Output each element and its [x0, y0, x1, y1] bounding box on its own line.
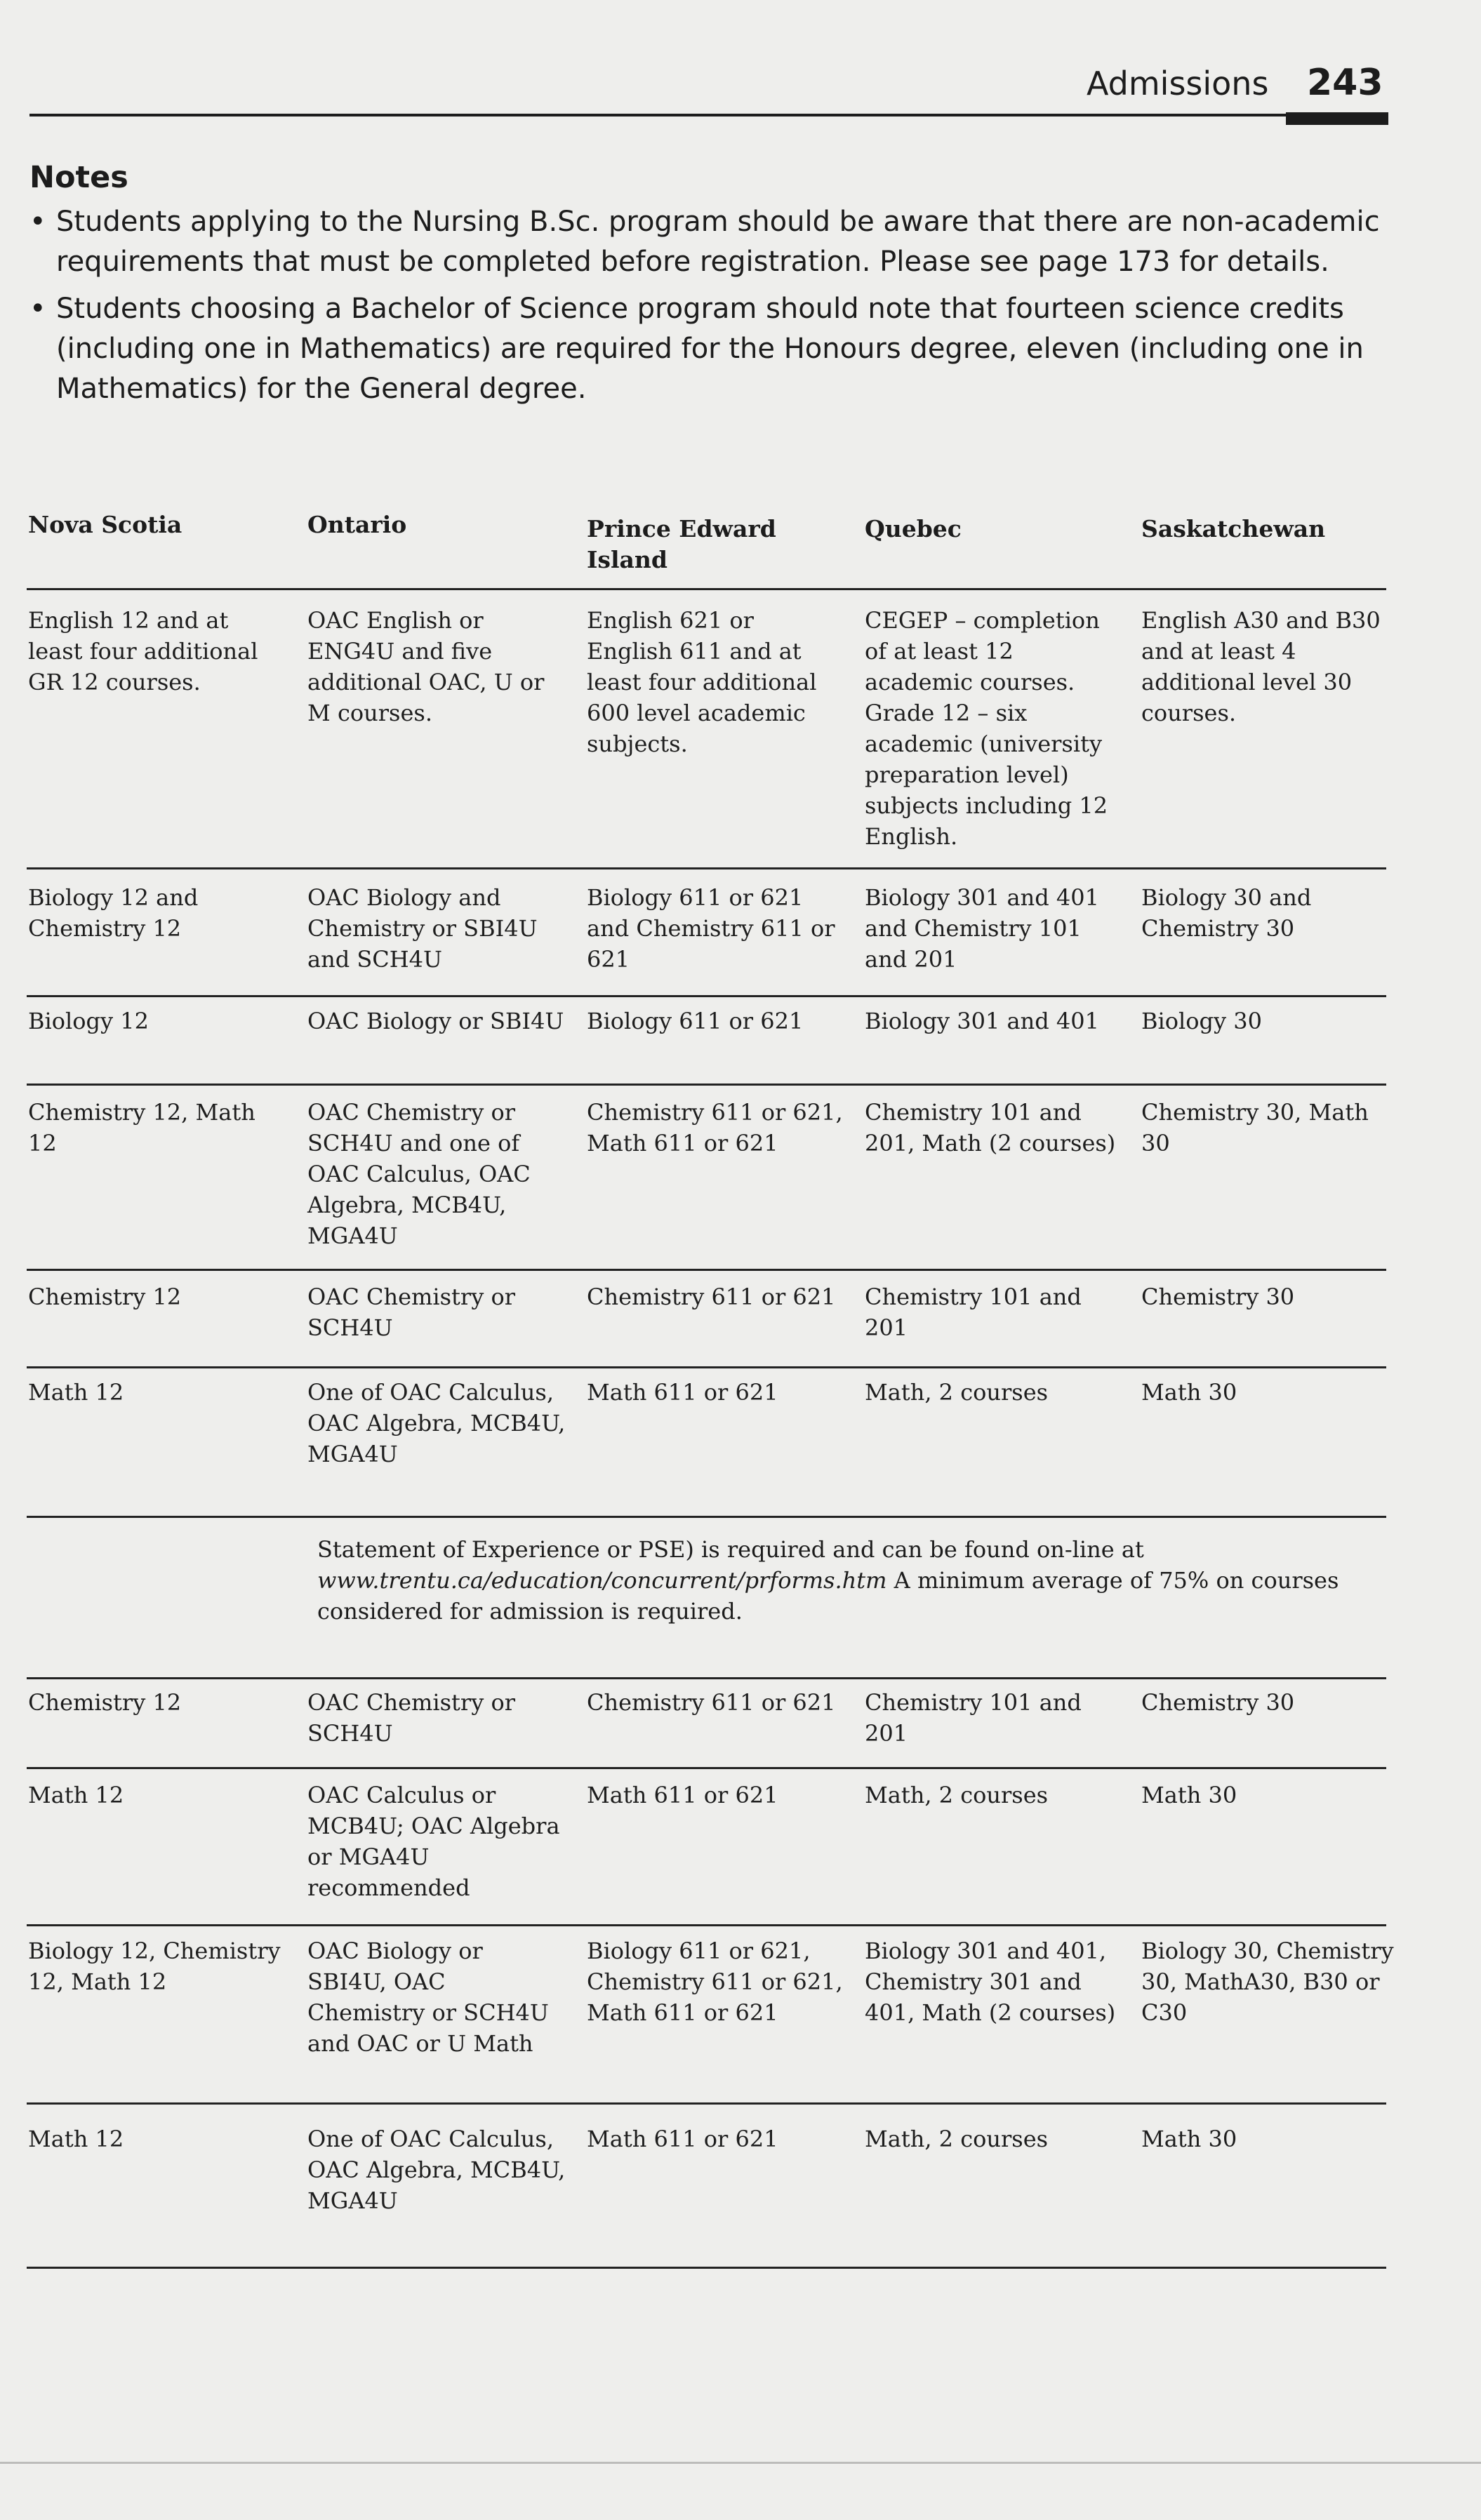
- table-cell: English 621 or English 611 and at least four additional 600 level academic subjects.: [587, 607, 817, 757]
- row-divider: [27, 867, 1386, 869]
- note-text: Students choosing a Bachelor of Science program should note that fourteen science credits (including one in Mathematics) are required for the Honours degree, eleven (including one in Mathematics) for the General degree.: [56, 293, 1364, 405]
- note-item: [29, 202, 1384, 282]
- column-header-ontario: Ontario: [307, 511, 407, 538]
- table-cell: Math, 2 courses: [865, 1379, 1049, 1406]
- table-cell: Chemistry 611 or 621: [587, 1689, 836, 1716]
- notes-section: [29, 160, 1384, 416]
- page-bottom-edge: [0, 2462, 1481, 2464]
- table-cell: Biology 12, Chemistry 12, Math 12: [28, 1938, 281, 1995]
- table-cell: OAC Biology and Chemistry or SBI4U and SCH4U: [307, 884, 538, 973]
- note-item: [29, 289, 1384, 409]
- row-divider: [27, 2102, 1386, 2105]
- row-divider: [27, 1924, 1386, 1926]
- table-cell: OAC Biology or SBI4U: [307, 1008, 564, 1034]
- notes-title: Notes: [29, 160, 128, 195]
- column-header-quebec: Quebec: [865, 515, 962, 542]
- span-note-text: Statement of Experience or PSE) is required and can be found on-line at: [317, 1536, 1144, 1563]
- bullet-icon: •: [29, 206, 46, 238]
- table-cell: Biology 301 and 401, Chemistry 301 and 401, Math (2 courses): [865, 1938, 1116, 2026]
- prforms-link[interactable]: www.trentu.ca/education/concurrent/prforms.htm: [317, 1567, 887, 1594]
- table-cell: Chemistry 611 or 621, Math 611 or 621: [587, 1099, 843, 1156]
- column-header-prince-edward-island: Prince Edward Island: [587, 515, 776, 573]
- table-cell: Chemistry 30: [1141, 1284, 1295, 1310]
- row-divider: [27, 1767, 1386, 1769]
- row-divider: [27, 1366, 1386, 1368]
- header-tab-bar: [1286, 112, 1388, 125]
- table-cell: OAC Calculus or MCB4U; OAC Algebra or MGA4U recommended: [307, 1782, 560, 1901]
- table-cell: Biology 611 or 621: [587, 1008, 804, 1034]
- row-divider: [27, 995, 1386, 997]
- table-cell: Math 12: [28, 2126, 124, 2152]
- row-divider: [27, 1677, 1386, 1679]
- table-cell: Biology 301 and 401 and Chemistry 101 and 201: [865, 884, 1099, 973]
- table-cell: One of OAC Calculus, OAC Algebra, MCB4U, MGA4U: [307, 2126, 566, 2214]
- row-divider: [27, 588, 1386, 590]
- table-cell: Biology 30 and Chemistry 30: [1141, 884, 1312, 942]
- table-cell: Math 611 or 621: [587, 1782, 778, 1808]
- table-cell: Math 30: [1141, 1782, 1237, 1808]
- running-header-title: Admissions: [1087, 65, 1269, 102]
- row-divider: [27, 1269, 1386, 1271]
- table-cell: English A30 and B30 and at least 4 additional level 30 courses.: [1141, 607, 1381, 726]
- table-cell: OAC English or ENG4U and five additional OAC, U or M courses.: [307, 607, 545, 726]
- row-divider: [27, 1516, 1386, 1518]
- page-number: 243: [1307, 62, 1383, 104]
- table-cell: Chemistry 12, Math 12: [28, 1099, 255, 1156]
- table-cell: Math 30: [1141, 2126, 1237, 2152]
- note-text: Students applying to the Nursing B.Sc. program should be aware that there are non-academic requirements that must be completed before registration. Please see page 173 for details.: [56, 206, 1380, 278]
- table-cell: Chemistry 101 and 201: [865, 1689, 1082, 1747]
- column-header-nova-scotia: Nova Scotia: [28, 511, 182, 538]
- table-cell: Biology 12: [28, 1008, 149, 1034]
- table-cell: English 12 and at least four additional GR 12 courses.: [28, 607, 258, 695]
- table-cell: Math, 2 courses: [865, 1782, 1049, 1808]
- table-cell: Math 611 or 621: [587, 1379, 778, 1406]
- table-cell: Biology 30: [1141, 1008, 1262, 1034]
- table-cell: Biology 12 and Chemistry 12: [28, 884, 199, 942]
- table-cell: Math, 2 courses: [865, 2126, 1049, 2152]
- table-cell: Biology 611 or 621 and Chemistry 611 or 621: [587, 884, 835, 973]
- table-cell: OAC Biology or SBI4U, OAC Chemistry or SCH4U and OAC or U Math: [307, 1938, 549, 2057]
- table-cell: Math 12: [28, 1782, 124, 1808]
- table-cell: OAC Chemistry or SCH4U: [307, 1689, 515, 1747]
- column-header-saskatchewan: Saskatchewan: [1141, 515, 1326, 542]
- table-cell: Chemistry 101 and 201: [865, 1284, 1082, 1341]
- table-cell: One of OAC Calculus, OAC Algebra, MCB4U, MGA4U: [307, 1379, 566, 1467]
- concurrent-education-note: [317, 1534, 1370, 1627]
- table-cell: Biology 301 and 401: [865, 1008, 1099, 1034]
- table-cell: Chemistry 12: [28, 1689, 182, 1716]
- table-cell: Chemistry 611 or 621: [587, 1284, 836, 1310]
- header-rule: [29, 114, 1388, 116]
- span-note-text: A minimum average of 75% on courses considered for admission is required.: [317, 1567, 1339, 1625]
- bullet-icon: •: [29, 293, 46, 325]
- table-cell: Math 611 or 621: [587, 2126, 778, 2152]
- table-cell: Chemistry 30, Math 30: [1141, 1099, 1369, 1156]
- table-cell: Chemistry 12: [28, 1284, 182, 1310]
- table-cell: Biology 611 or 621, Chemistry 611 or 621, Math 611 or 621: [587, 1938, 843, 2026]
- table-cell: Chemistry 101 and 201, Math (2 courses): [865, 1099, 1116, 1156]
- row-divider: [27, 1084, 1386, 1086]
- table-cell: Chemistry 30: [1141, 1689, 1295, 1716]
- table-cell: Math 30: [1141, 1379, 1237, 1406]
- row-divider: [27, 2267, 1386, 2269]
- table-cell: OAC Chemistry or SCH4U: [307, 1284, 515, 1341]
- table-cell: OAC Chemistry or SCH4U and one of OAC Calculus, OAC Algebra, MCB4U, MGA4U: [307, 1099, 531, 1249]
- table-cell: Biology 30, Chemistry 30, MathA30, B30 or C30: [1141, 1938, 1394, 2026]
- table-cell: CEGEP – completion of at least 12 academic courses. Grade 12 – six academic (university preparation level) subjects including 12 English.: [865, 607, 1108, 850]
- table-cell: Math 12: [28, 1379, 124, 1406]
